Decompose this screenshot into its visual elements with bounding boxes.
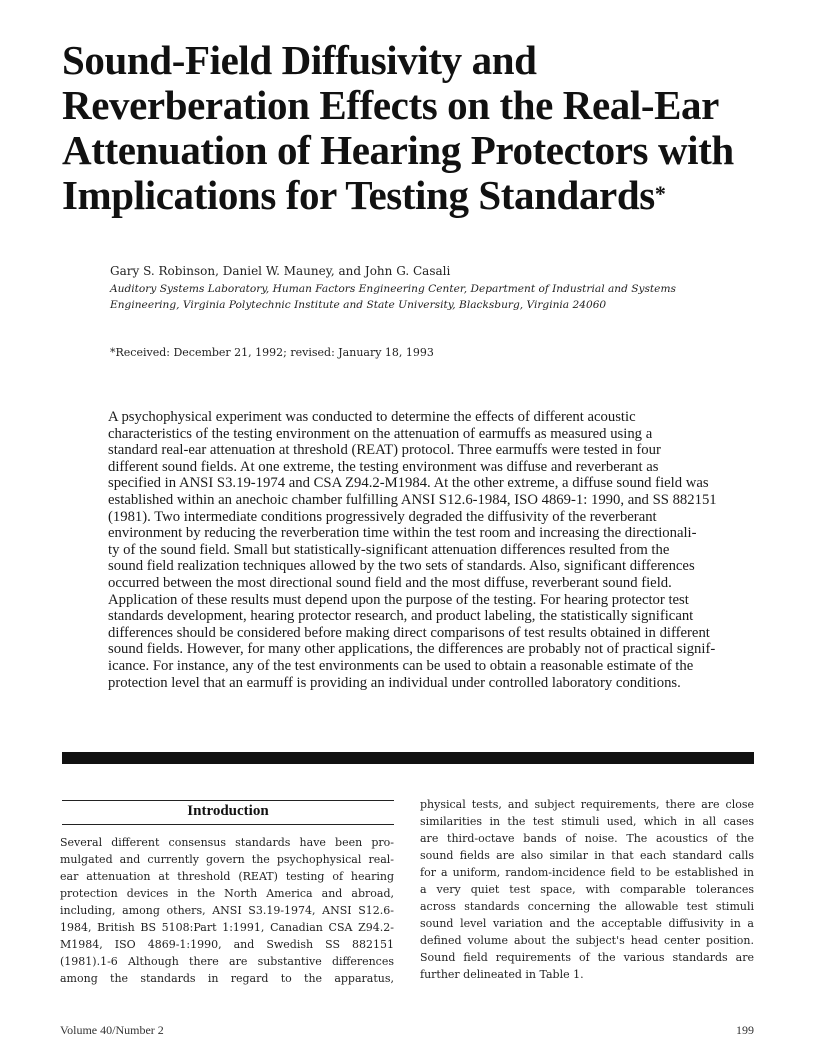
article-title [62,38,762,218]
body-line: among the standards in regard to the apparatus, [60,972,394,985]
title-line-text: Implications for Testing Standards [62,172,655,218]
heading-rule-top [62,800,394,801]
abstract-line: standard real-ear attenuation at threshold (REAT) protocol. Three earmuffs were tested in four [108,442,661,459]
abstract-line: icance. For instance, any of the test environments can be used to obtain a reasonable estimate of the [108,657,694,674]
abstract-line: (1981). Two intermediate conditions progressively degraded the diffusivity of the reverberant [108,508,657,525]
abstract-line: standards development, hearing protector research, and product labeling, the statistically significant [108,608,694,625]
title-footnote-marker: * [654,181,666,206]
introduction-heading-text: Introduction [179,803,276,819]
abstract-line: different sound fields. At one extreme, the testing environment was diffuse and reverberant as [108,458,659,475]
body-line: further delineated in Table 1. [420,968,584,981]
affiliation-line: Engineering, Virginia Polytechnic Institute and State University, Blacksburg, Virginia 24060 [110,298,607,311]
abstract-line: differences should be considered before making direct comparisons of test results obtained in different [108,624,710,641]
abstract-line: specified in ANSI S3.19-1974 and CSA Z94.2-M1984. At the other extreme, a diffuse sound field was [108,475,709,492]
body-line: protection devices in the North America and abroad, [60,887,394,900]
body-line: a very quiet test space, with comparable tolerances [420,883,754,896]
body-line: 1984, British BS 5108:Part 1:1991, Canadian CSA Z94.2- [60,921,394,934]
body-line: M1984, ISO 4869-1:1990, and Swedish SS 882151 [60,938,394,951]
body-line: similarities in the test stimuli used, which in all cases [420,815,754,828]
abstract-line: sound field realization techniques allowed by the two sets of standards. Also, significant differences [108,558,695,575]
received-note: *Received: December 21, 1992; revised: January 18, 1993 [110,346,434,359]
journal-volume: Volume 40/Number 2 [60,1023,164,1037]
introduction-heading [62,800,394,826]
authors: Gary S. Robinson, Daniel W. Mauney, and John G. Casali [110,264,451,278]
affiliation [110,282,730,313]
body-line: are third-octave bands of noise. The acoustics of the [420,832,754,845]
abstract-line: characteristics of the testing environment on the attenuation of earmuffs as measured using a [108,425,653,442]
body-line: Several different consensus standards have been pro- [60,836,394,849]
body-line: sound level variation and the acceptable diffusivity in a [420,917,754,930]
body-line: across standards concerning the allowable test stimuli [420,900,754,913]
title-line: Reverberation Effects on the Real-Ear [62,82,719,128]
body-line: mulgated and currently govern the psychophysical real- [60,853,394,866]
title-line [62,173,762,218]
affiliation-line: Auditory Systems Laboratory, Human Factors Engineering Center, Department of Industrial and Systems [110,283,676,295]
body-line: (1981).1-6 Although there are substantive differences [60,955,394,968]
body-line: physical tests, and subject requirements, there are close [420,798,754,811]
title-line: Attenuation of Hearing Protectors with [62,127,734,173]
body-line: sound fields are also similar in that each standard calls [420,849,754,862]
abstract-line: occurred between the most directional sound field and the most diffuse, reverberant sound field. [108,574,672,591]
heading-rule-bottom [62,824,394,825]
title-line: Sound-Field Diffusivity and [62,37,537,83]
body-line: including, among others, ANSI S3.19-1974, ANSI S12.6- [60,904,394,917]
abstract-line: established within an anechoic chamber fulfilling ANSI S12.6-1984, ISO 4869-1: 1990, and SS 882151 [108,491,717,508]
body-line: defined volume about the subject's head center position. [420,934,754,947]
introduction-column-right [420,796,754,983]
body-line: ear attenuation at threshold (REAT) testing of hearing [60,870,394,883]
section-divider [62,752,754,764]
abstract-line: A psychophysical experiment was conducted to determine the effects of different acoustic [108,409,636,425]
abstract [108,409,756,691]
abstract-line: Application of these results must depend upon the purpose of the testing. For hearing protector test [108,591,689,608]
body-line: for a uniform, random-incidence field to be established in [420,866,754,879]
abstract-line: ty of the sound field. Small but statistically-significant attenuation differences resulted from the [108,541,670,558]
abstract-line: sound fields. However, for many other applications, the differences are probably not of practical signif- [108,641,716,658]
introduction-column-left [60,834,394,987]
abstract-line: protection level that an earmuff is providing an individual under controlled laboratory conditions. [108,674,681,691]
page-number: 199 [736,1023,754,1037]
body-line: Sound field requirements of the various standards are [420,951,754,964]
abstract-line: environment by reducing the reverberation time within the test room and increasing the directionali- [108,525,697,542]
